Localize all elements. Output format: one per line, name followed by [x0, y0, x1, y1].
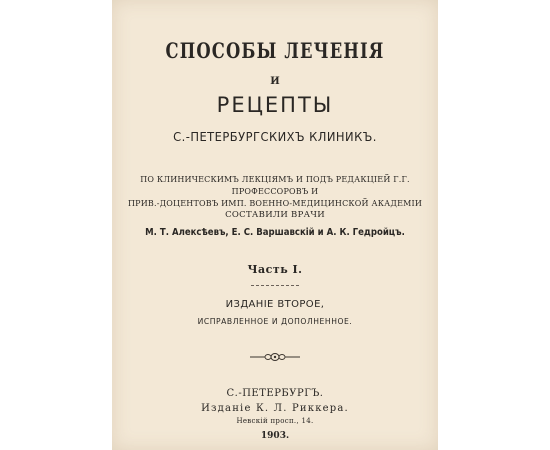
title-second: РЕЦЕПТЫ: [216, 93, 334, 117]
lectures-line-1: ПО КЛИНИЧЕСКИМЪ ЛЕКЦІЯМЪ И ПОДЪ РЕДАКЦІЕЙ Г.Г. ПРОФЕССОРОВЪ И: [140, 175, 410, 196]
divider-rule: [251, 285, 299, 286]
part-number: Часть I.: [247, 263, 303, 276]
publication-year: 1903.: [260, 431, 290, 441]
ornament-icon: [250, 352, 300, 362]
lectures-note: [112, 174, 438, 210]
publisher: Изданіе К. Л. Риккера.: [201, 403, 349, 414]
lectures-line-2: ПРИВ.-ДОЦЕНТОВЪ ИМП. ВОЕННО-МЕДИЦИНСКОЙ АКАДЕМІИ: [127, 199, 423, 208]
edition: ИЗДАНІЕ ВТОРОЕ,: [225, 299, 325, 310]
edition-note: ИСПРАВЛЕННОЕ И ДОПОЛНЕННОЕ.: [197, 317, 353, 326]
title-main: СПОСОБЫ ЛЕЧЕНІЯ: [165, 38, 385, 63]
title-conjunction: И: [270, 76, 280, 87]
book-title-page: [112, 0, 438, 450]
publisher-address: Невскій просп., 14.: [236, 417, 314, 425]
compilers-label: СОСТАВИЛИ ВРАЧИ: [225, 210, 325, 220]
publication-city: С.-ПЕТЕРБУРГЪ.: [226, 388, 324, 399]
subtitle: С.-ПЕТЕРБУРГСКИХЪ КЛИНИКЪ.: [173, 129, 377, 144]
authors: М. Т. Алексѣевъ, Е. С. Варшавскій и А. К. Гедройцъ.: [145, 227, 405, 238]
